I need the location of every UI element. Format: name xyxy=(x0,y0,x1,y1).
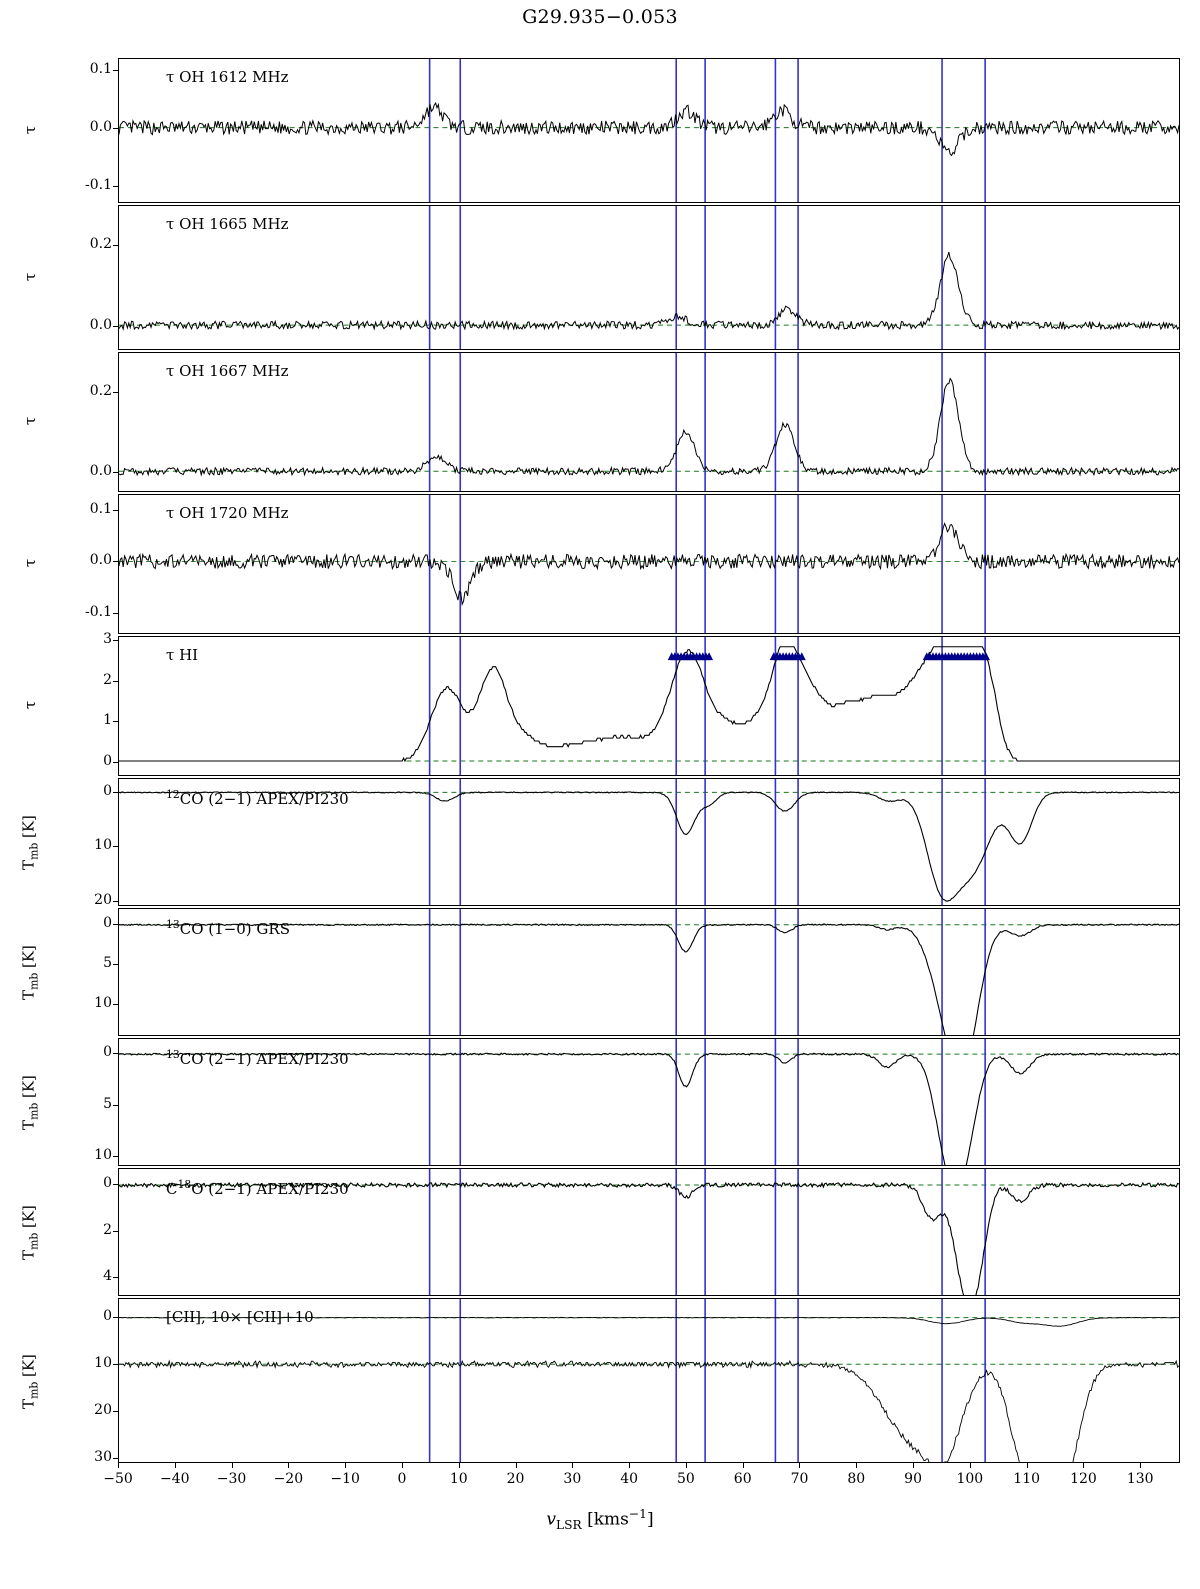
x-tickmark xyxy=(288,1463,289,1468)
x-tick: −10 xyxy=(330,1471,360,1487)
x-tickmark xyxy=(175,1463,176,1468)
y-tickmark xyxy=(113,901,118,902)
panel-3 xyxy=(118,494,1180,634)
y-tickmark xyxy=(113,326,118,327)
x-tick: 90 xyxy=(904,1471,922,1487)
y-tick-3: -0.1 xyxy=(85,604,112,621)
panel-label-9: [CII], 10× [CII]+10 xyxy=(166,1308,314,1326)
y-tick-6: 5 xyxy=(103,955,112,971)
y-tick-2: 0.0 xyxy=(89,463,112,479)
x-tick: −20 xyxy=(273,1471,304,1487)
x-tick: 100 xyxy=(956,1471,984,1487)
y-tickmark xyxy=(113,1458,118,1459)
y-tick-5: 20 xyxy=(94,891,112,908)
x-tick: 40 xyxy=(620,1471,639,1487)
x-tickmark xyxy=(743,1463,744,1468)
x-tickmark xyxy=(232,1463,233,1468)
y-tick-3: 0.0 xyxy=(89,552,112,569)
y-tickmark xyxy=(113,392,118,393)
x-tickmark xyxy=(629,1463,630,1468)
panel-label-8: $C^{18}O$ (2−1) APEX/PI230 xyxy=(166,1178,349,1198)
x-tick: 110 xyxy=(1013,1471,1041,1487)
y-tick-1: 0.0 xyxy=(89,316,112,333)
y-tick-8: 0 xyxy=(103,1175,112,1192)
y-tick-9: 20 xyxy=(94,1402,112,1419)
y-axis-label-8: $T_{mb}$ [K] xyxy=(19,1205,41,1260)
panel-label-0: τ OH 1612 MHz xyxy=(166,68,289,86)
x-tick: 50 xyxy=(676,1471,695,1487)
y-tickmark xyxy=(113,1231,118,1232)
y-tickmark xyxy=(113,1053,118,1054)
y-tick-7: 0 xyxy=(103,1044,112,1061)
x-tickmark xyxy=(686,1463,687,1468)
panel-label-1: τ OH 1665 MHz xyxy=(166,215,289,233)
panel-2 xyxy=(118,352,1180,492)
y-axis-label-7: $T_{mb}$ [K] xyxy=(19,1075,41,1130)
y-tick-9: 30 xyxy=(94,1449,112,1466)
y-tickmark xyxy=(113,721,118,722)
y-tick-5: 10 xyxy=(94,837,112,854)
y-tickmark xyxy=(113,472,118,473)
y-tickmark xyxy=(113,1004,118,1005)
y-tickmark xyxy=(113,70,118,71)
panel-5 xyxy=(118,778,1180,906)
x-tick: 60 xyxy=(733,1471,752,1487)
y-tickmark xyxy=(113,792,118,793)
y-tickmark xyxy=(113,924,118,925)
y-tickmark xyxy=(113,964,118,965)
x-tick: −50 xyxy=(103,1471,133,1487)
y-axis-label-2: τ xyxy=(21,416,39,426)
x-tick: −30 xyxy=(216,1471,247,1487)
y-tickmark xyxy=(113,640,118,641)
panel-9 xyxy=(118,1298,1180,1463)
y-tick-7: 10 xyxy=(94,1146,112,1163)
y-tickmark xyxy=(113,245,118,246)
panel-label-6: $^{13}$CO (1−0) GRS xyxy=(166,918,290,938)
y-tick-2: 0.2 xyxy=(89,383,112,399)
y-tickmark xyxy=(113,1184,118,1185)
x-tick: 0 xyxy=(397,1471,407,1487)
y-tick-0: 0.1 xyxy=(89,60,112,77)
y-tick-8: 2 xyxy=(103,1221,112,1238)
y-tickmark xyxy=(113,762,118,763)
figure-title: G29.935−0.053 xyxy=(522,6,678,28)
x-tickmark xyxy=(970,1463,971,1468)
x-tick: 20 xyxy=(506,1471,525,1487)
y-tick-4: 3 xyxy=(103,631,112,648)
y-tick-4: 1 xyxy=(103,712,112,729)
panel-label-2: τ OH 1667 MHz xyxy=(166,362,289,380)
y-tick-5: 0 xyxy=(103,782,112,799)
y-tick-3: 0.1 xyxy=(89,500,112,517)
y-axis-label-9: $T_{mb}$ [K] xyxy=(19,1353,41,1409)
x-tickmark xyxy=(1140,1463,1141,1468)
x-tickmark xyxy=(1027,1463,1028,1468)
y-tickmark xyxy=(113,1277,118,1278)
y-tick-4: 0 xyxy=(103,752,112,769)
y-tick-0: -0.1 xyxy=(85,176,112,193)
y-tickmark xyxy=(113,128,118,129)
panel-8 xyxy=(118,1168,1180,1296)
y-tickmark xyxy=(113,846,118,847)
y-tickmark xyxy=(113,510,118,511)
y-tickmark xyxy=(113,1317,118,1318)
x-axis-label: $v_{LSR}$ [kms$^{-1}$] xyxy=(546,1507,654,1533)
y-tick-4: 2 xyxy=(103,671,112,688)
x-tickmark xyxy=(516,1463,517,1468)
y-axis-label-4: τ xyxy=(21,700,39,710)
x-tickmark xyxy=(856,1463,857,1468)
y-tick-0: 0.0 xyxy=(89,118,112,135)
x-tick: 70 xyxy=(790,1471,809,1487)
y-axis-label-5: $T_{mb}$ [K] xyxy=(19,815,41,870)
x-tick: 80 xyxy=(847,1471,866,1487)
y-tick-1: 0.2 xyxy=(89,236,112,253)
y-tick-9: 0 xyxy=(103,1307,112,1324)
y-tickmark xyxy=(113,186,118,187)
y-tickmark xyxy=(113,1411,118,1412)
panel-0 xyxy=(118,58,1180,203)
y-tick-7: 5 xyxy=(103,1095,112,1112)
x-tick: 120 xyxy=(1070,1471,1097,1487)
panel-1 xyxy=(118,205,1180,350)
y-axis-label-3: τ xyxy=(21,558,39,568)
panel-label-3: τ OH 1720 MHz xyxy=(166,504,289,522)
y-tickmark xyxy=(113,613,118,614)
x-tickmark xyxy=(345,1463,346,1468)
y-tick-6: 0 xyxy=(103,915,112,931)
y-tickmark xyxy=(113,1105,118,1106)
x-tickmark xyxy=(402,1463,403,1468)
y-axis-label-1: τ xyxy=(21,272,39,281)
x-tick: 130 xyxy=(1126,1471,1154,1487)
panel-label-5: $^{12}$CO (2−1) APEX/PI230 xyxy=(166,788,349,808)
y-tickmark xyxy=(113,681,118,682)
y-tickmark xyxy=(113,1364,118,1365)
panel-4 xyxy=(118,636,1180,776)
y-tickmark xyxy=(113,1156,118,1157)
x-tickmark xyxy=(459,1463,460,1468)
x-tickmark xyxy=(913,1463,914,1468)
panel-7 xyxy=(118,1038,1180,1166)
x-tickmark xyxy=(799,1463,800,1468)
panel-label-7: $^{13}$CO (2−1) APEX/PI230 xyxy=(166,1048,349,1068)
y-axis-label-6: $T_{mb}$ [K] xyxy=(19,945,41,1000)
x-tick: 10 xyxy=(449,1471,468,1487)
y-tick-8: 4 xyxy=(103,1268,112,1285)
x-tickmark xyxy=(1083,1463,1084,1468)
y-axis-label-0: τ xyxy=(21,125,39,134)
x-tick: 30 xyxy=(563,1471,582,1487)
panel-label-4: τ HI xyxy=(166,646,199,664)
x-tickmark xyxy=(118,1463,119,1468)
panel-6 xyxy=(118,908,1180,1036)
y-tick-9: 10 xyxy=(94,1355,112,1371)
y-tickmark xyxy=(113,561,118,562)
x-tick: −40 xyxy=(160,1471,190,1487)
x-tickmark xyxy=(572,1463,573,1468)
y-tick-6: 10 xyxy=(94,995,112,1011)
